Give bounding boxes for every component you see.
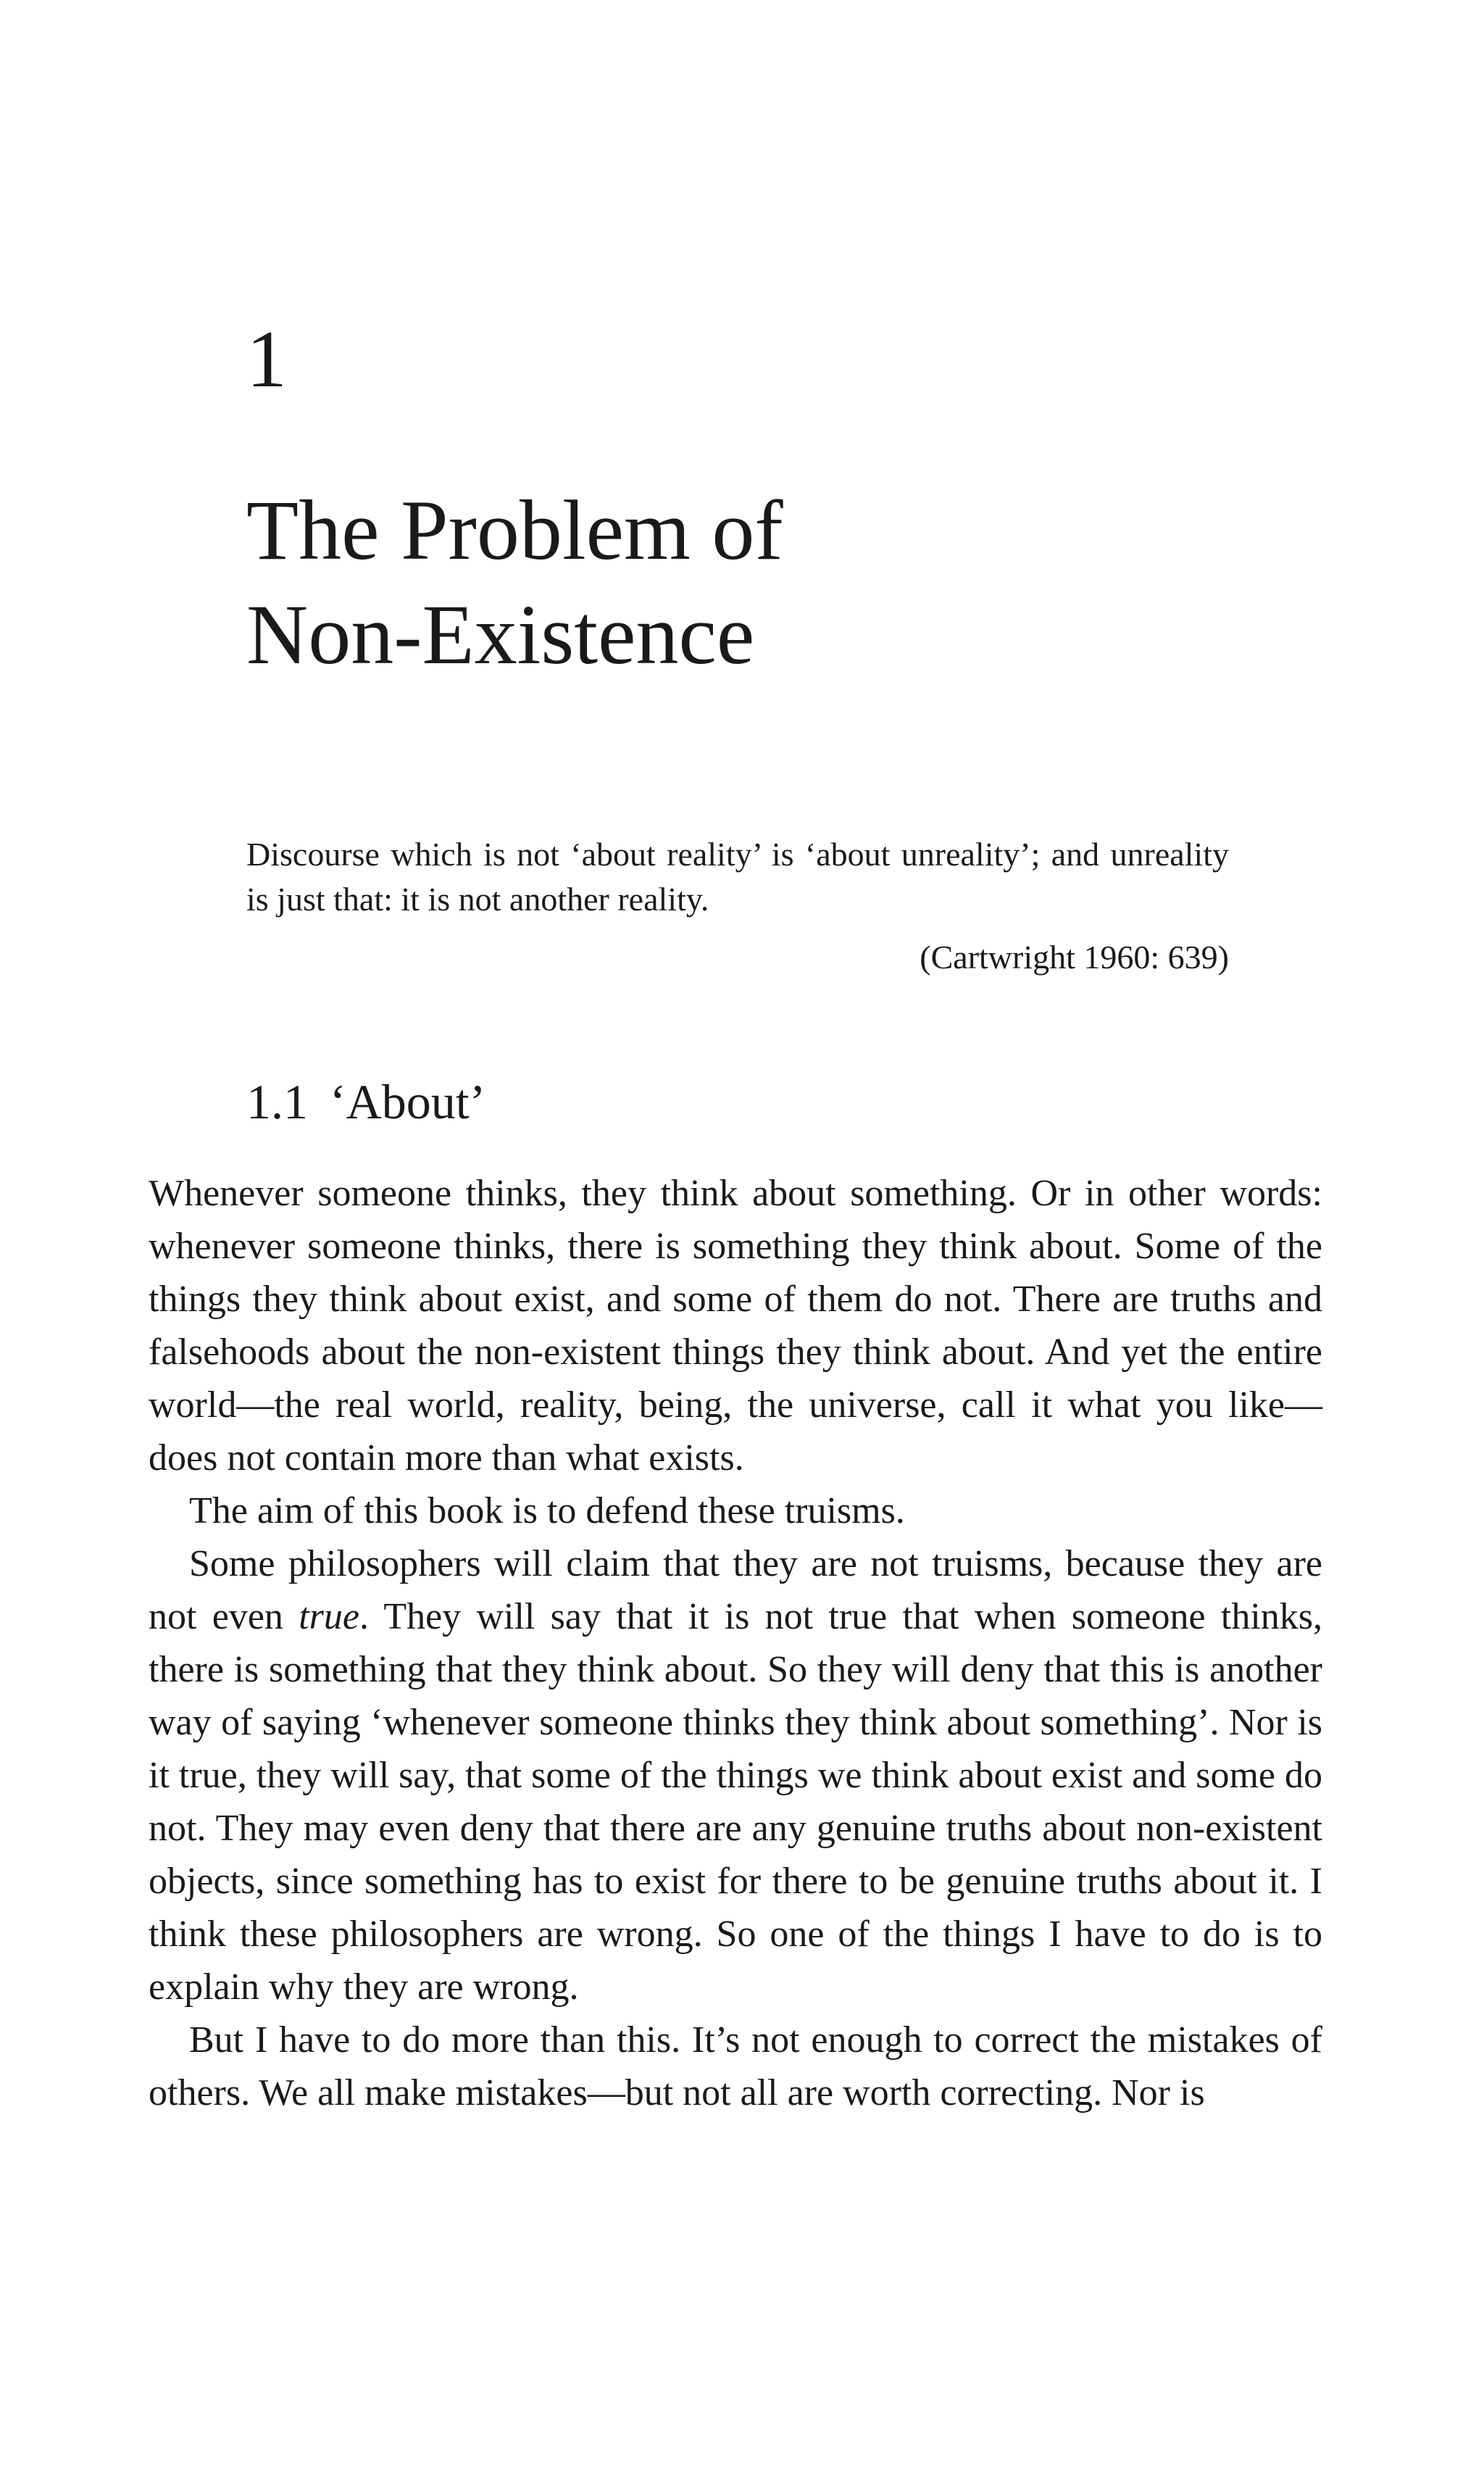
chapter-title-line-2: Non-Existence (246, 587, 755, 682)
section-heading (246, 1073, 485, 1132)
chapter-number: 1 (246, 315, 287, 404)
epigraph-citation: (Cartwright 1960: 639) (920, 939, 1229, 976)
epigraph-quote: Discourse which is not ‘about reality’ is ‘about unreality’; and unreality is just that: it is not another reality. (246, 836, 1229, 918)
emphasis-true: true (299, 1596, 359, 1637)
paragraph-3 (149, 1537, 1322, 2014)
chapter-title-line-1: The Problem of (246, 483, 783, 578)
paragraph-3-text-end: . They will say that it is not true that when someone thinks, there is something that they think about. So they will deny that this is another way of saying ‘whenever someone thinks they think about something’. Nor is it true, they will say, that some of the things we think about exist and some do not. They may even deny that there are any genuine truths about non-existent objects, since something has to exist for there to be genuine truths about it. I think these philosophers are wrong. So one of the things I have to do is to explain why they are wrong. (149, 1596, 1323, 2008)
body-text (149, 1167, 1322, 2119)
paragraph-1: Whenever someone thinks, they think about something. Or in other words: whenever someone thinks, there is something they think about. Some of the things they think about exist, and some of them do not. There are truths and falsehoods about the non-existent things they think about. And yet the entire world—the real world, reality, being, the universe, call it what you like—does not contain more than what exists. (149, 1173, 1322, 1479)
section-number: 1.1 (246, 1074, 308, 1129)
paragraph-3-text-start: Some philosophers will claim that they are not truisms, because they are not even (149, 1543, 1322, 1637)
paragraph-2: The aim of this book is to defend these truisms. (189, 1490, 905, 1532)
section-title: ‘About’ (330, 1074, 486, 1129)
chapter-title (246, 478, 1261, 687)
epigraph (246, 832, 1229, 980)
paragraph-4: But I have to do more than this. It’s not enough to correct the mistakes of others. We all make mistakes—but not all are worth correcting. Nor is (149, 2019, 1322, 2114)
